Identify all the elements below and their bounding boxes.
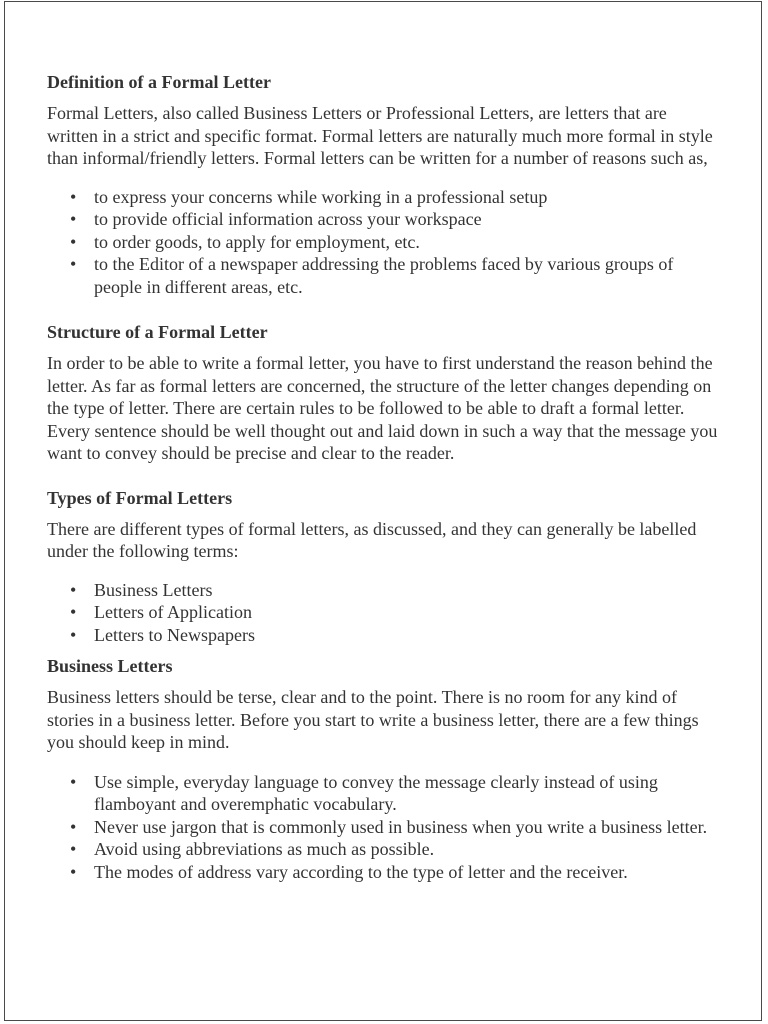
bullet-icon: • — [70, 579, 77, 600]
bullet-list-types — [47, 579, 719, 647]
bullet-icon: • — [70, 816, 77, 837]
bullet-icon: • — [70, 771, 77, 792]
bullet-list-reasons — [47, 186, 719, 299]
bullet-icon: • — [70, 624, 77, 645]
bullet-icon: • — [70, 602, 77, 622]
list-item: • Never use jargon that is commonly used in business when you write a business letter. — [70, 816, 708, 837]
section-heading-business: Business Letters — [47, 656, 173, 676]
list-item: • Business Letters — [70, 579, 213, 600]
list-item: • to the Editor of a newspaper addressing the problems faced by various groups of people in different areas, etc. — [70, 254, 674, 297]
bullet-list-business-tips — [47, 771, 719, 884]
bullet-icon: • — [70, 839, 77, 859]
list-item: • to order goods, to apply for employment, etc. — [70, 231, 420, 252]
section-heading-definition: Definition of a Formal Letter — [47, 72, 271, 92]
section-heading-structure: Structure of a Formal Letter — [47, 322, 268, 342]
bullet-icon: • — [70, 861, 77, 882]
list-item: • to express your concerns while working in a professional setup — [70, 186, 548, 207]
list-item: • Use simple, everyday language to convey the message clearly instead of using flamboyant and overemphatic vocabulary. — [70, 771, 658, 814]
document-page — [4, 1, 762, 1021]
document-body — [47, 68, 719, 883]
bullet-icon: • — [70, 254, 77, 274]
list-item: • Avoid using abbreviations as much as possible. — [70, 839, 435, 859]
list-item: • Letters to Newspapers — [70, 624, 255, 645]
section-paragraph-types: There are different types of formal letters, as discussed, and they can generally be labelled under the following terms: — [47, 518, 697, 561]
bullet-icon: • — [70, 186, 77, 207]
list-item: • Letters of Application — [70, 602, 252, 622]
list-item: • to provide official information across your workspace — [70, 209, 482, 229]
list-item: • The modes of address vary according to the type of letter and the receiver. — [70, 861, 628, 882]
section-paragraph-structure: In order to be able to write a formal letter, you have to first understand the reason behind the letter. As far as formal letters are concerned, the structure of the letter changes depending on the type of letter. There are certain rules to be followed to be able to draft a formal letter. Every sentence should be well thought out and laid down in such a way that the message you want to convey should be precise and clear to the reader. — [47, 353, 718, 463]
section-paragraph-business: Business letters should be terse, clear and to the point. There is no room for any kind of stories in a business letter. Before you start to write a business letter, there are a few things you should keep in mind. — [47, 687, 699, 752]
bullet-icon: • — [70, 209, 77, 229]
section-heading-types: Types of Formal Letters — [47, 487, 233, 508]
bullet-icon: • — [70, 231, 77, 252]
section-paragraph-definition: Formal Letters, also called Business Letters or Professional Letters, are letters that are written in a strict and specific format. Formal letters are naturally much more formal in style than informal/friendly letters. Formal letters can be written for a number of reasons such as, — [47, 103, 713, 168]
